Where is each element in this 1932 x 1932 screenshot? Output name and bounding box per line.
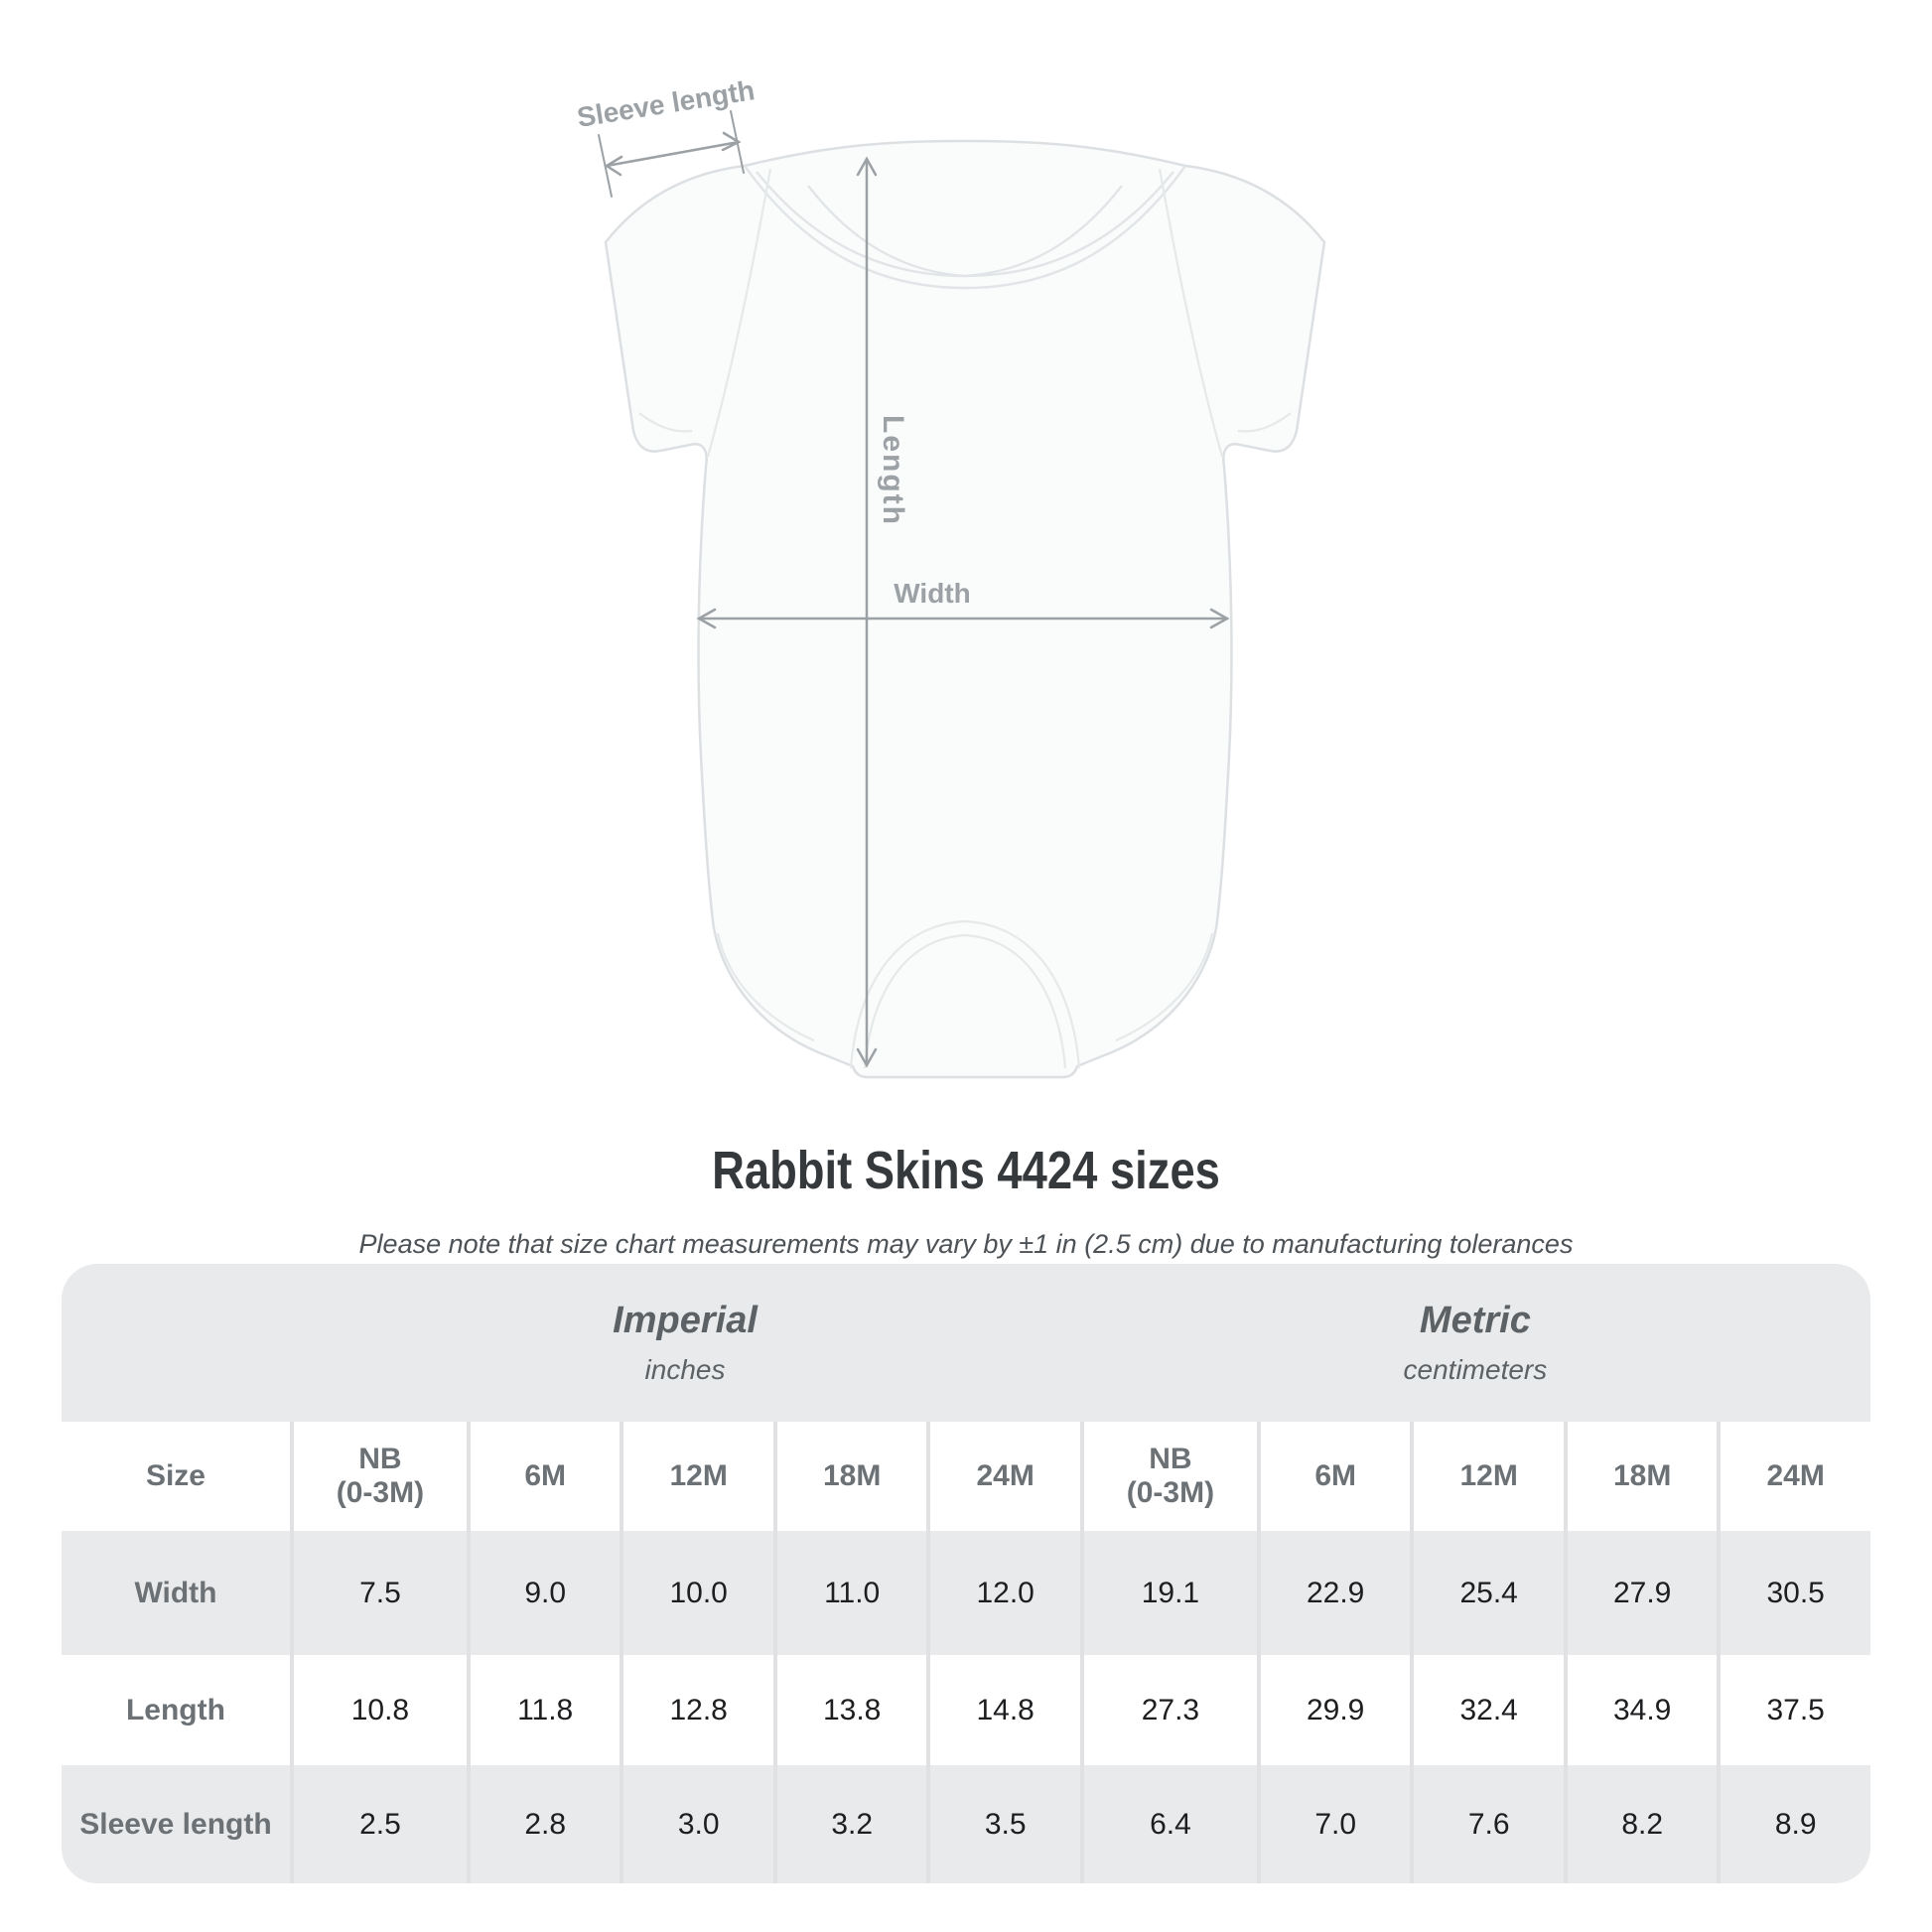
table-cell: 30.5: [1717, 1531, 1870, 1655]
imperial-unit-label: inches: [644, 1354, 726, 1385]
imperial-label: Imperial: [613, 1300, 758, 1341]
table-cell: 37.5: [1717, 1655, 1870, 1765]
sleeve-length-label: Sleeve length: [575, 74, 758, 133]
table-cell: 7.5: [290, 1531, 467, 1655]
row-label: Width: [134, 1576, 217, 1609]
table-cell: 32.4: [1410, 1655, 1564, 1765]
table-cell: 13.8: [773, 1655, 927, 1765]
width-label: Width: [894, 578, 971, 609]
table-cell: 2.5: [290, 1765, 467, 1883]
col-header-line1: NB: [1149, 1442, 1192, 1475]
col-header-line2: (0-3M): [1126, 1476, 1215, 1509]
col-header-line1: NB: [358, 1442, 402, 1475]
table-cell: 12.8: [620, 1655, 773, 1765]
metric-label: Metric: [1419, 1300, 1531, 1341]
table-cell: 27.9: [1564, 1531, 1718, 1655]
imperial-header: [613, 1264, 758, 1422]
col-header-24m-imperial: 24M: [926, 1422, 1080, 1531]
table-cell: 3.2: [773, 1765, 927, 1883]
table-cell: 10.8: [290, 1655, 467, 1765]
table-row-length: [62, 1655, 1870, 1765]
table-cell: 2.8: [467, 1765, 621, 1883]
size-table: [62, 1264, 1870, 1883]
table-header-row: [62, 1422, 1870, 1531]
size-corner-header: Size: [145, 1459, 206, 1492]
col-header-nb-metric: [1080, 1422, 1257, 1531]
col-header-nb-imperial: [290, 1422, 467, 1531]
table-cell: 8.2: [1564, 1765, 1718, 1883]
col-header-line2: (0-3M): [336, 1476, 425, 1509]
table-cell: 11.0: [773, 1531, 927, 1655]
table-cell: 12.0: [926, 1531, 1080, 1655]
row-label: Length: [125, 1693, 225, 1726]
col-header-18m-imperial: 18M: [773, 1422, 927, 1531]
table-cell: 7.0: [1257, 1765, 1411, 1883]
unit-header-band: [62, 1264, 1870, 1422]
tolerance-note: Please note that size chart measurements may vary by ±1 in (2.5 cm) due to manufacturing tolerances: [358, 1229, 1574, 1259]
table-cell: 10.0: [620, 1531, 773, 1655]
table-cell: 29.9: [1257, 1655, 1411, 1765]
col-header-12m-metric: 12M: [1410, 1422, 1564, 1531]
table-cell: 7.6: [1410, 1765, 1564, 1883]
table-cell: 25.4: [1410, 1531, 1564, 1655]
table-cell: 34.9: [1564, 1655, 1718, 1765]
table-cell: 19.1: [1080, 1531, 1257, 1655]
metric-unit-label: centimeters: [1403, 1354, 1548, 1385]
col-header-6m-imperial: 6M: [467, 1422, 621, 1531]
table-cell: 14.8: [926, 1655, 1080, 1765]
length-label: Length: [877, 415, 909, 526]
table-row-sleeve-length: [62, 1765, 1870, 1883]
table-cell: 22.9: [1257, 1531, 1411, 1655]
metric-header: [1404, 1264, 1548, 1422]
col-header-12m-imperial: 12M: [620, 1422, 773, 1531]
table-cell: 3.5: [926, 1765, 1080, 1883]
table-cell: 11.8: [467, 1655, 621, 1765]
table-cell: 3.0: [620, 1765, 773, 1883]
table-row-width: [62, 1531, 1870, 1655]
page-title: Rabbit Skins 4424 sizes: [712, 1141, 1220, 1200]
col-header-6m-metric: 6M: [1257, 1422, 1411, 1531]
table-cell: 9.0: [467, 1531, 621, 1655]
row-label: Sleeve length: [79, 1807, 272, 1841]
table-cell: 27.3: [1080, 1655, 1257, 1765]
col-header-24m-metric: 24M: [1717, 1422, 1870, 1531]
table-cell: 8.9: [1717, 1765, 1870, 1883]
table-cell: 6.4: [1080, 1765, 1257, 1883]
col-header-18m-metric: 18M: [1564, 1422, 1718, 1531]
